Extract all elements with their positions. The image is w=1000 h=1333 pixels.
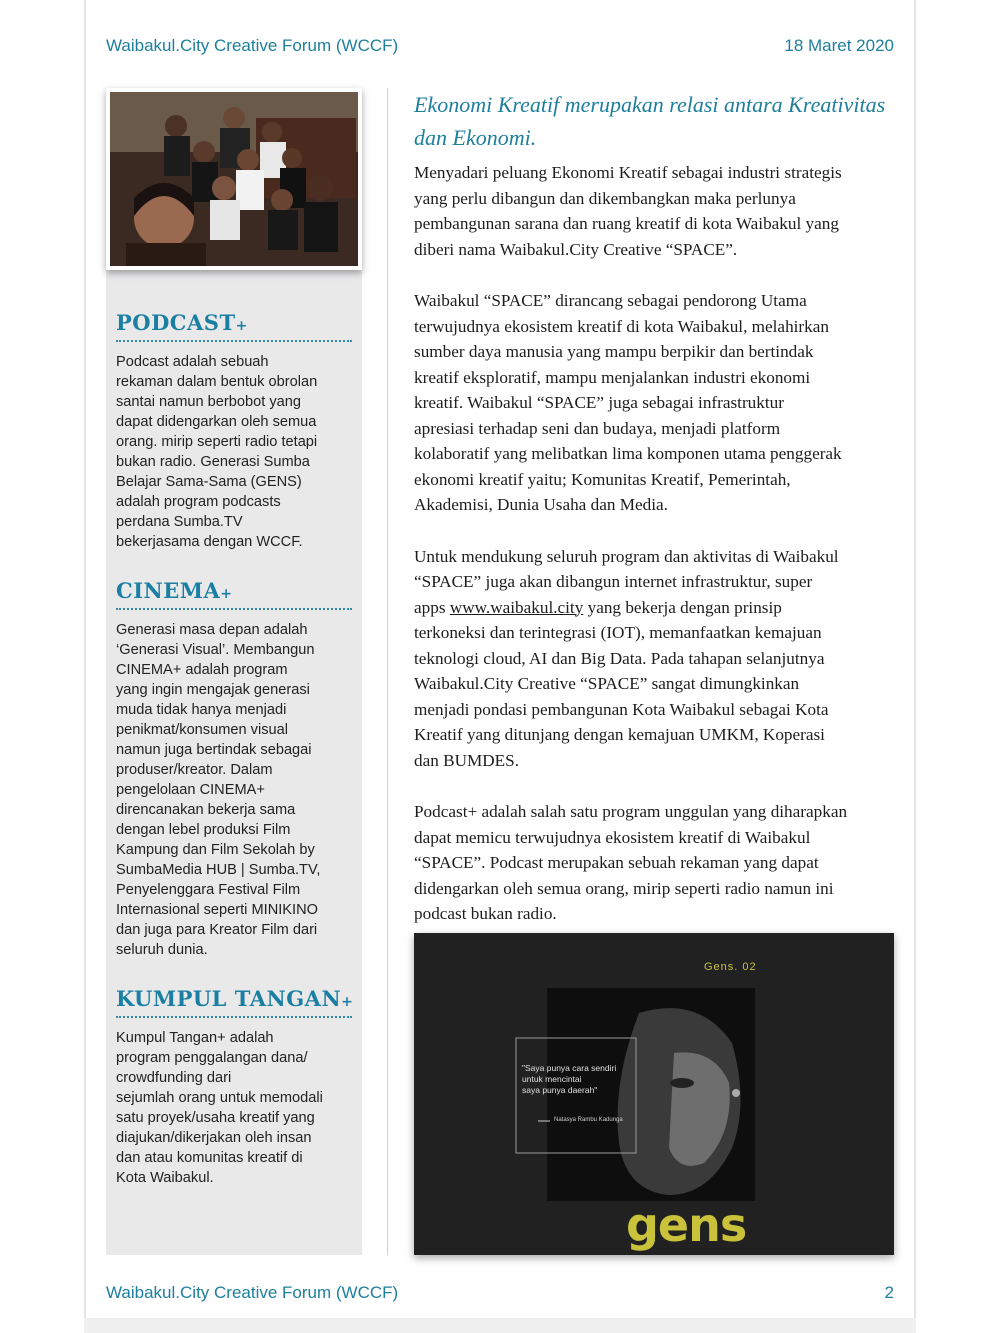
body-line: Kota Waibakul. xyxy=(116,1170,214,1186)
body-line: direncanakan bekerja sama xyxy=(116,802,296,818)
body-line: Internasional seperti MINIKINO xyxy=(116,902,318,918)
section-title xyxy=(116,578,352,603)
section-title-text: CINEMA xyxy=(116,578,221,603)
section-body xyxy=(116,620,352,960)
section-cinema xyxy=(116,578,352,960)
section-divider xyxy=(116,1016,352,1018)
poster-logo: gens xyxy=(626,1198,747,1252)
page-bottom-edge xyxy=(84,1318,916,1333)
body-line: program penggalangan dana/ xyxy=(116,1050,308,1066)
para-line: apresiasi terhadap seni dan budaya, menjadi platform xyxy=(414,418,781,438)
para-line: “SPACE” juga akan dibangun internet infrastruktur, super xyxy=(414,572,813,591)
lead-line: dan Ekonomi. xyxy=(414,125,537,150)
main-article xyxy=(414,88,894,927)
body-line: produser/kreator. Dalam xyxy=(116,762,273,778)
paragraph xyxy=(414,544,894,774)
para-line: podcast bukan radio. xyxy=(414,904,557,923)
sidebar xyxy=(106,88,362,1255)
quote-line: saya punya daerah" xyxy=(522,1085,598,1095)
para-line: kreatif eksploratif, mampu menjalankan industri ekonomi xyxy=(414,367,811,387)
body-line: sejumlah orang untuk memodali xyxy=(116,1090,323,1106)
para-text: apps xyxy=(414,597,450,617)
body-line: dapat didengarkan oleh semua xyxy=(116,414,317,430)
body-line: namun juga bertindak sebagai xyxy=(116,742,312,758)
para-text: yang bekerja dengan prinsip xyxy=(583,597,782,617)
poster-quote xyxy=(522,1063,632,1096)
page-edge-right xyxy=(914,0,916,1333)
para-line: Akademisi, Dunia Usaha dan Media. xyxy=(414,495,668,514)
body-line: diajukan/dikerjakan oleh insan xyxy=(116,1130,312,1146)
lead-line: Ekonomi Kreatif merupakan relasi antara Kreativitas xyxy=(414,92,886,117)
body-line: ‘Generasi Visual’. Membangun xyxy=(116,642,315,658)
quote-line: "Saya punya cara sendiri xyxy=(522,1063,617,1073)
body-line: crowdfunding dari xyxy=(116,1070,232,1086)
page-footer xyxy=(106,1283,894,1305)
section-title-plus: + xyxy=(341,994,354,1010)
section-body xyxy=(116,1028,352,1188)
header-date: 18 Maret 2020 xyxy=(784,36,894,55)
body-line: pengelolaan CINEMA+ xyxy=(116,782,265,798)
paragraph xyxy=(414,799,894,927)
body-line: dengan lebel produksi Film xyxy=(116,822,291,838)
group-photo-image xyxy=(106,88,362,270)
para-line: dan BUMDES. xyxy=(414,750,520,770)
para-line xyxy=(414,595,894,621)
body-line: Kampung dan Film Sekolah by xyxy=(116,842,315,858)
body-line: Generasi masa depan adalah xyxy=(116,622,308,638)
para-line: Kreatif yang ditunjang dengan kemajuan UMKM, Koperasi xyxy=(414,725,825,744)
para-line: teknologi cloud, AI dan Big Data. Pada tahapan selanjutnya xyxy=(414,648,825,668)
body-line: SumbaMedia HUB | Sumba.TV, xyxy=(116,862,321,878)
section-title-plus: + xyxy=(235,318,248,334)
para-line: sumber daya manusia yang mampu berpikir dan bertindak xyxy=(414,342,814,361)
poster-episode: Gens. 02 xyxy=(704,961,757,973)
article-body xyxy=(414,160,894,927)
para-line: didengarkan oleh semua orang, mirip seperti radio namun ini xyxy=(414,878,834,898)
section-title xyxy=(116,310,352,335)
body-line: bekerjasama dengan WCCF. xyxy=(116,534,303,550)
footer-title: Waibakul.City Creative Forum (WCCF) xyxy=(106,1283,399,1302)
section-title-plus: + xyxy=(220,586,233,602)
para-line: pembangunan sarana dan ruang kreatif di kota Waibakul yang xyxy=(414,214,839,233)
section-kumpul-tangan xyxy=(116,986,352,1188)
body-line: seluruh dunia. xyxy=(116,942,208,958)
section-divider xyxy=(116,340,352,342)
page-header xyxy=(106,36,894,58)
para-line: terwujudnya ekosistem kreatif di kota Waibakul, melahirkan xyxy=(414,316,829,336)
para-line: yang perlu dibangun dan dikembangkan maka perlunya xyxy=(414,188,796,208)
body-line: bukan radio. Generasi Sumba xyxy=(116,454,310,470)
para-line: Podcast+ adalah salah satu program unggulan yang diharapkan xyxy=(414,802,848,821)
para-line: kolaboratif yang melibatkan lima komponen utama penggerak xyxy=(414,444,842,463)
body-line: orang. mirip seperti radio tetapi xyxy=(116,434,318,450)
gens-poster xyxy=(414,933,894,1255)
section-title-text: PODCAST xyxy=(116,310,236,335)
para-line: “SPACE”. Podcast merupakan sebuah rekaman yang dapat xyxy=(414,853,819,872)
section-podcast xyxy=(116,310,352,552)
body-line: penikmat/konsumen visual xyxy=(116,722,288,738)
para-line: Untuk mendukung seluruh program dan aktivitas di Waibakul xyxy=(414,546,839,566)
body-line: satu proyek/usaha kreatif yang xyxy=(116,1110,315,1126)
body-line: adalah program podcasts xyxy=(116,494,281,510)
page-edge-left xyxy=(84,0,86,1333)
section-title-text: KUMPUL TANGAN xyxy=(116,986,342,1011)
para-line: terkoneksi dan terintegrasi (IOT), memanfaatkan kemajuan xyxy=(414,623,822,642)
body-line: Podcast adalah sebuah xyxy=(116,354,269,370)
body-line: muda tidak hanya menjadi xyxy=(116,702,287,718)
para-line: dapat memicu terwujudnya ekosistem kreatif di Waibakul xyxy=(414,827,811,847)
column-divider xyxy=(387,88,388,1255)
body-line: CINEMA+ adalah program xyxy=(116,662,288,678)
website-link[interactable]: www.waibakul.city xyxy=(449,597,584,617)
paragraph xyxy=(414,160,894,262)
body-line: santai namun berbobot yang xyxy=(116,394,301,410)
lead-heading xyxy=(414,88,894,154)
section-body xyxy=(116,352,352,552)
page-number: 2 xyxy=(884,1283,894,1302)
body-line: Penyelenggara Festival Film xyxy=(116,882,301,898)
body-line: dan atau komunitas kreatif di xyxy=(116,1150,303,1166)
para-line: Menyadari peluang Ekonomi Kreatif sebagai industri strategis xyxy=(414,163,842,182)
body-line: yang ingin mengajak generasi xyxy=(116,682,310,698)
para-line: ekonomi kreatif yaitu; Komunitas Kreatif, Pemerintah, xyxy=(414,469,791,489)
body-line: Belajar Sama-Sama (GENS) xyxy=(116,474,302,490)
para-line: kreatif. Waibakul “SPACE” juga sebagai infrastruktur xyxy=(414,393,784,412)
section-divider xyxy=(116,608,352,610)
header-title: Waibakul.City Creative Forum (WCCF) xyxy=(106,36,399,55)
body-line: dan juga para Kreator Film dari xyxy=(116,922,318,938)
para-line: Waibakul “SPACE” dirancang sebagai pendorong Utama xyxy=(414,291,807,310)
section-title xyxy=(116,986,352,1011)
quote-line: untuk mencintai xyxy=(522,1074,582,1084)
poster-attribution: Natasya Rambu Kadunga xyxy=(554,1117,623,1123)
body-line: rekaman dalam bentuk obrolan xyxy=(116,374,318,390)
para-line: Waibakul.City Creative “SPACE” sangat dimungkinkan xyxy=(414,674,800,693)
body-line: perdana Sumba.TV xyxy=(116,514,243,530)
para-line: menjadi pondasi pembangunan Kota Waibakul sebagai Kota xyxy=(414,699,829,719)
body-line: Kumpul Tangan+ adalah xyxy=(116,1030,274,1046)
paragraph xyxy=(414,288,894,518)
para-line: diberi nama Waibakul.City Creative “SPACE”. xyxy=(414,239,738,259)
group-photo xyxy=(106,88,362,270)
